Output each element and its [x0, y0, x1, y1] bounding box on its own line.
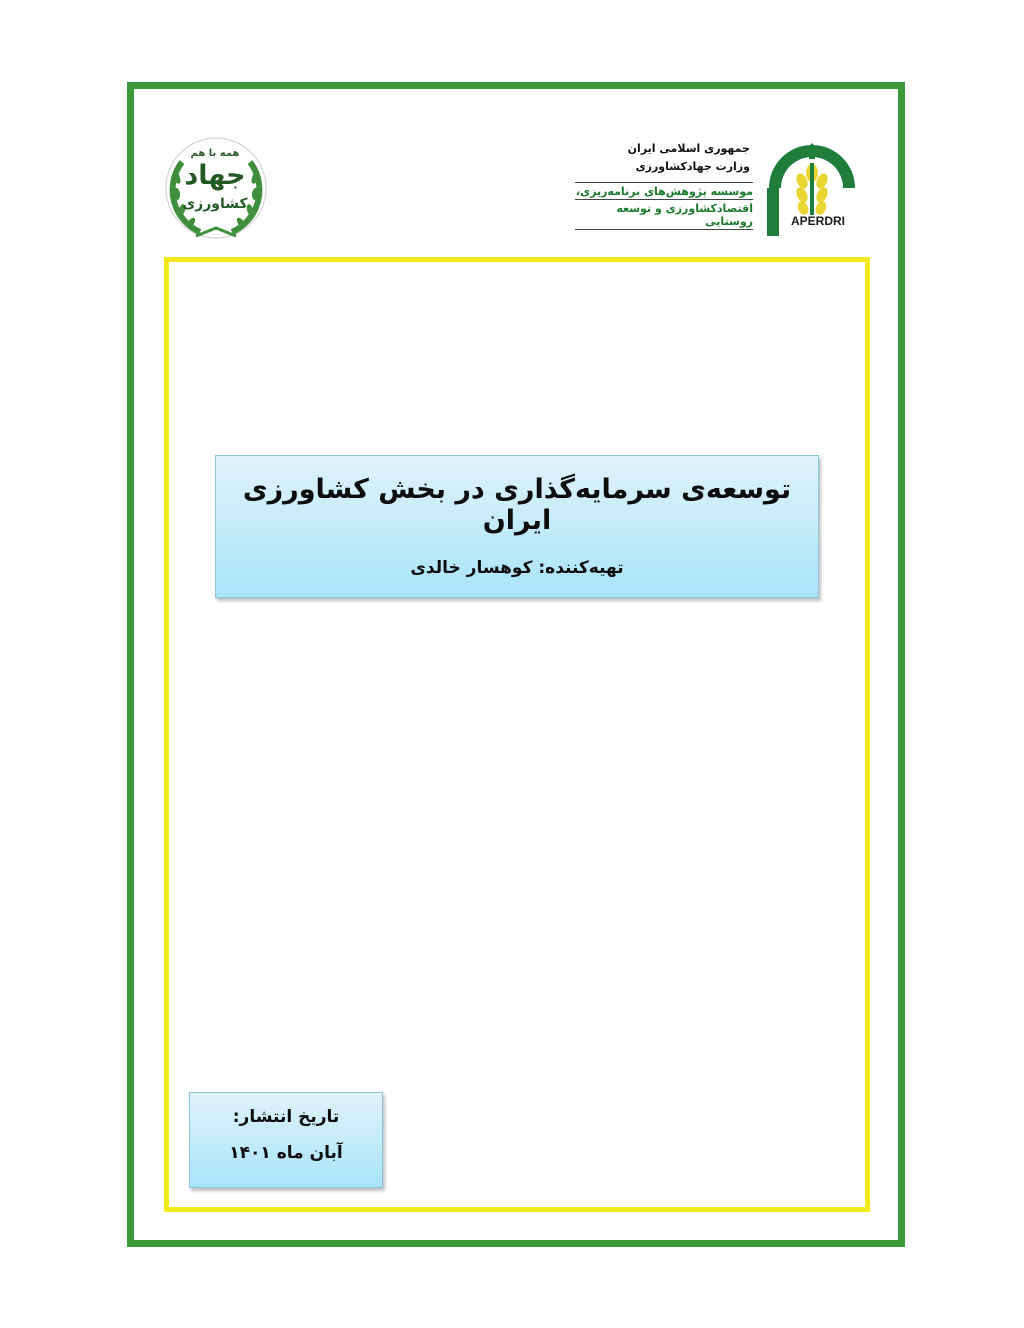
document-author: تهیه‌کننده: کوهسار خالدی [410, 558, 624, 578]
title-box [215, 455, 819, 598]
publication-date-box [189, 1092, 383, 1188]
inner-yellow-frame [164, 257, 870, 1212]
jihad-logo-sub-text: کشاورزی [182, 196, 248, 212]
publication-date-label: تاریخ انتشار: [232, 1107, 340, 1127]
aperdri-label: APERDRI [790, 214, 845, 228]
gov-line-republic: جمهوری اسلامی ایران [627, 142, 750, 155]
government-heading [600, 140, 750, 176]
institute-name [575, 182, 753, 230]
publication-date-value: آبان ماه ۱۴۰۱ [229, 1143, 343, 1163]
jihad-logo-main-text: جهاد [184, 160, 246, 191]
jihad-logo-top-text: همه با هم [190, 148, 240, 159]
gov-line-ministry: وزارت جهادکشاورزی [635, 160, 750, 173]
document-title: توسعه‌ی سرمایه‌گذاری در بخش کشاورزی ایران [242, 474, 792, 536]
institute-line-2: اقتصادکشاورزی و توسعه روستایی [575, 199, 753, 230]
institute-line-1: موسسه پژوهش‌های برنامه‌ریزی، [575, 182, 753, 199]
